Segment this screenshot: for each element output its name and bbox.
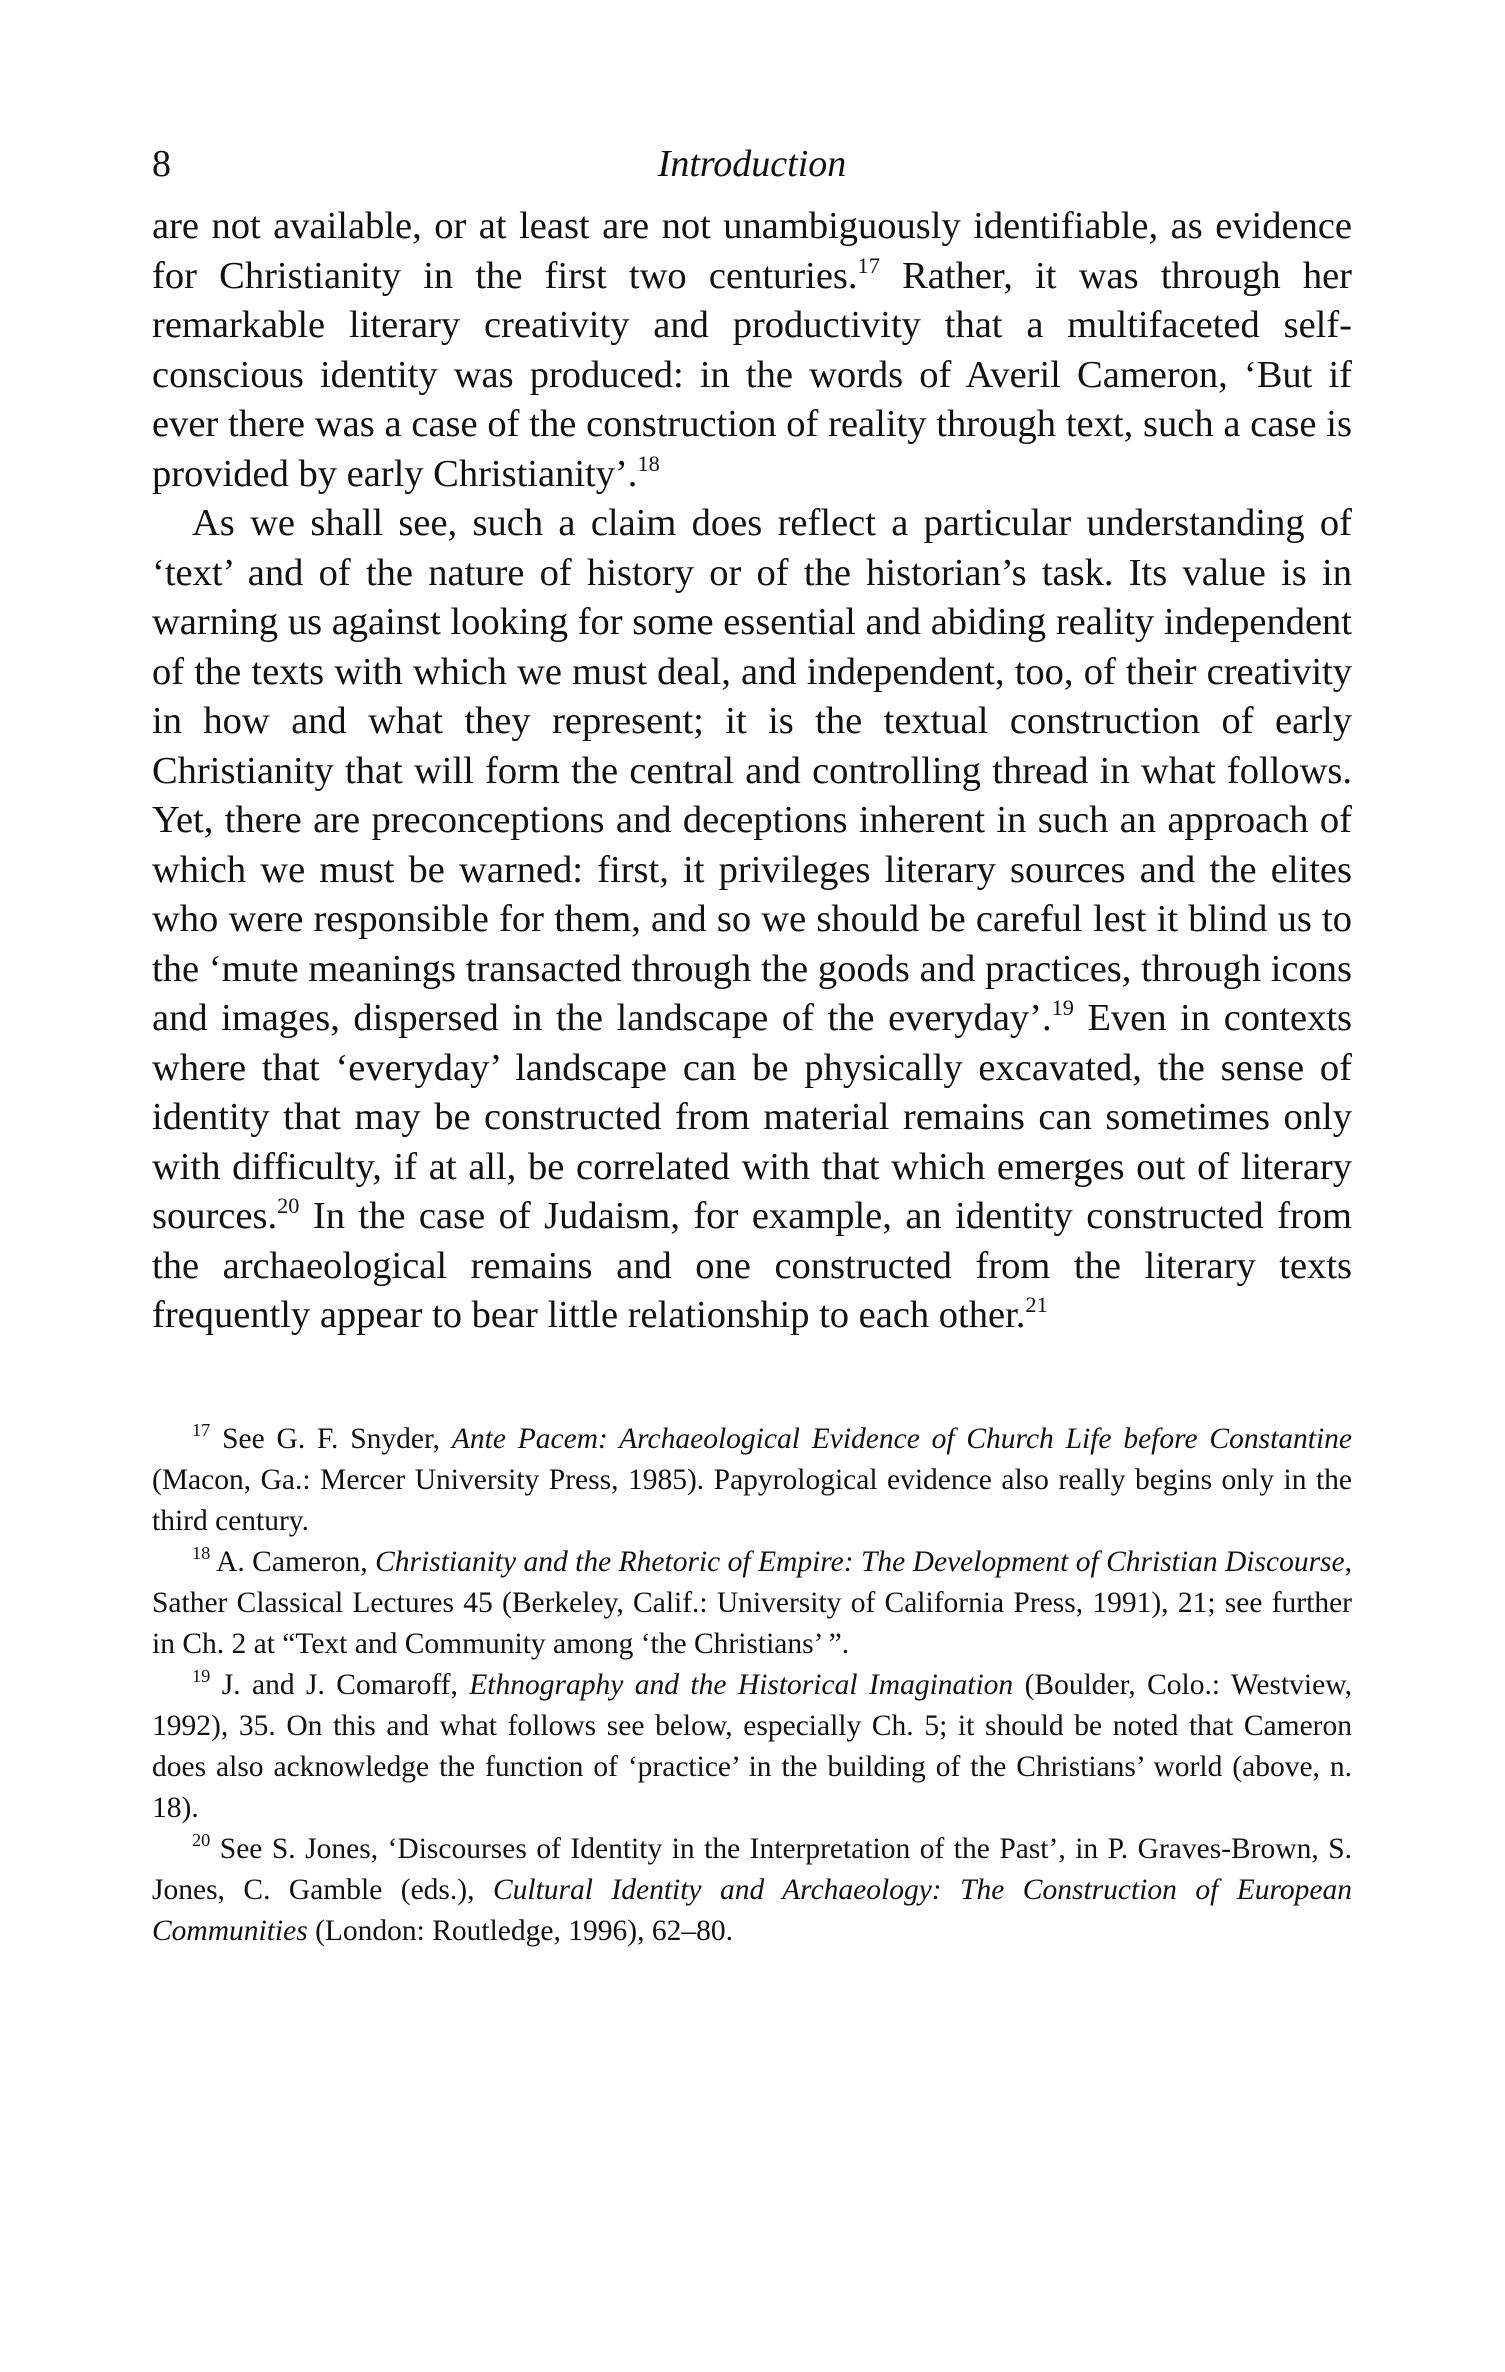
footnote-text: See G. F. Snyder, xyxy=(210,1422,452,1455)
footnote-text: A. Cameron, xyxy=(210,1545,376,1578)
p2-text-c: In the case of Judaism, for example, an identity constructed from the archaeological remains and one constructed from the literary texts frequently appear to bear little relationship to each other. xyxy=(152,1195,1352,1336)
footnote-ref-17: 17 xyxy=(857,252,880,278)
footnote-text: J. and J. Comaroff, xyxy=(210,1668,470,1701)
footnote-ref-18: 18 xyxy=(637,450,660,476)
footnote-20 xyxy=(152,1829,1352,1952)
main-text xyxy=(152,202,1352,1341)
page-header xyxy=(152,132,1352,202)
running-head: Introduction xyxy=(657,143,847,185)
footnote-title: Christianity and the Rhetoric of Empire: The Development of Christian Discourse xyxy=(375,1545,1345,1578)
footnote-text: See S. Jones, ‘Discourses of Identity in the Interpretation of the Past’, in P. Graves-Brown, S. Jones, C. Gamble (eds.), xyxy=(152,1832,1352,1906)
p2-text-b: Even in contexts where that ‘everyday’ landscape can be physically excavated, the sense of identity that may be constructed from material remains can sometimes only with difficulty, if at all, be correlated with that which emerges out of literary sources. xyxy=(152,997,1352,1237)
book-page xyxy=(152,132,1352,1952)
footnote-text: (Boulder, Colo.: Westview, 1992), 35. On this and what follows see below, especially Ch. 5; it should be noted that Cameron does also acknowledge the function of ‘practice’ in the building of the Christians’ world (above, n. 18). xyxy=(152,1668,1352,1824)
footnote-number: 17 xyxy=(192,1419,211,1440)
footnote-text: (Macon, Ga.: Mercer University Press, 1985). Papyrological evidence also really begins only in the third century. xyxy=(152,1463,1352,1537)
footnote-title: Cultural Identity and Archaeology: The Construction of European Communities xyxy=(152,1873,1352,1947)
footnote-text: , Sather Classical Lectures 45 (Berkeley, Calif.: University of California Press, 1991), 21; see further in Ch. 2 at “Text and Community among ‘the Christians’ ”. xyxy=(152,1545,1353,1660)
page-number: 8 xyxy=(152,143,171,185)
p1-text-a: are not available, or at least are not unambiguously identifiable, as evidence for Christianity in the first two centuries. xyxy=(152,205,1352,297)
footnote-title: Ante Pacem: Archaeological Evidence of Church Life before Constantine xyxy=(451,1422,1353,1455)
footnote-number: 19 xyxy=(192,1665,211,1686)
footnote-ref-20: 20 xyxy=(277,1193,300,1219)
footnotes xyxy=(152,1419,1352,1952)
footnote-18 xyxy=(152,1542,1352,1665)
p2-text-a: As we shall see, such a claim does reflect a particular understanding of ‘text’ and of the nature of history or of the historian’s task. Its value is in warning us against looking for some essential and abiding reality independent of the texts with which we must deal, and independent, too, of their creativity in how and what they represent; it is the textual construction of early Christianity that will form the central and controlling thread in what follows. Yet, there are preconceptions and deceptions inherent in such an approach of which we must be warned: first, it privileges literary sources and the elites who were responsible for them, and so we should be careful lest it blind us to the ‘mute meanings transacted through the goods and practices, through icons and images, dispersed in the landscape of the everyday’. xyxy=(152,502,1352,1039)
footnote-text: (London: Routledge, 1996), 62–80. xyxy=(307,1914,733,1947)
footnote-ref-21: 21 xyxy=(1025,1292,1048,1318)
footnote-19 xyxy=(152,1665,1352,1829)
footnote-ref-19: 19 xyxy=(1051,995,1074,1021)
paragraph-1 xyxy=(152,202,1352,499)
footnote-number: 18 xyxy=(192,1542,211,1563)
footnote-17 xyxy=(152,1419,1352,1542)
footnote-title: Ethnography and the Historical Imagination xyxy=(469,1668,1014,1701)
footnote-number: 20 xyxy=(192,1829,211,1850)
paragraph-2 xyxy=(152,499,1352,1341)
p1-text-b: Rather, it was through her remarkable literary creativity and productivity that a multifaceted self-conscious identity was produced: in the words of Averil Cameron, ‘But if ever there was a case of the construction of reality through text, such a case is provided by early Christianity’. xyxy=(152,254,1353,495)
